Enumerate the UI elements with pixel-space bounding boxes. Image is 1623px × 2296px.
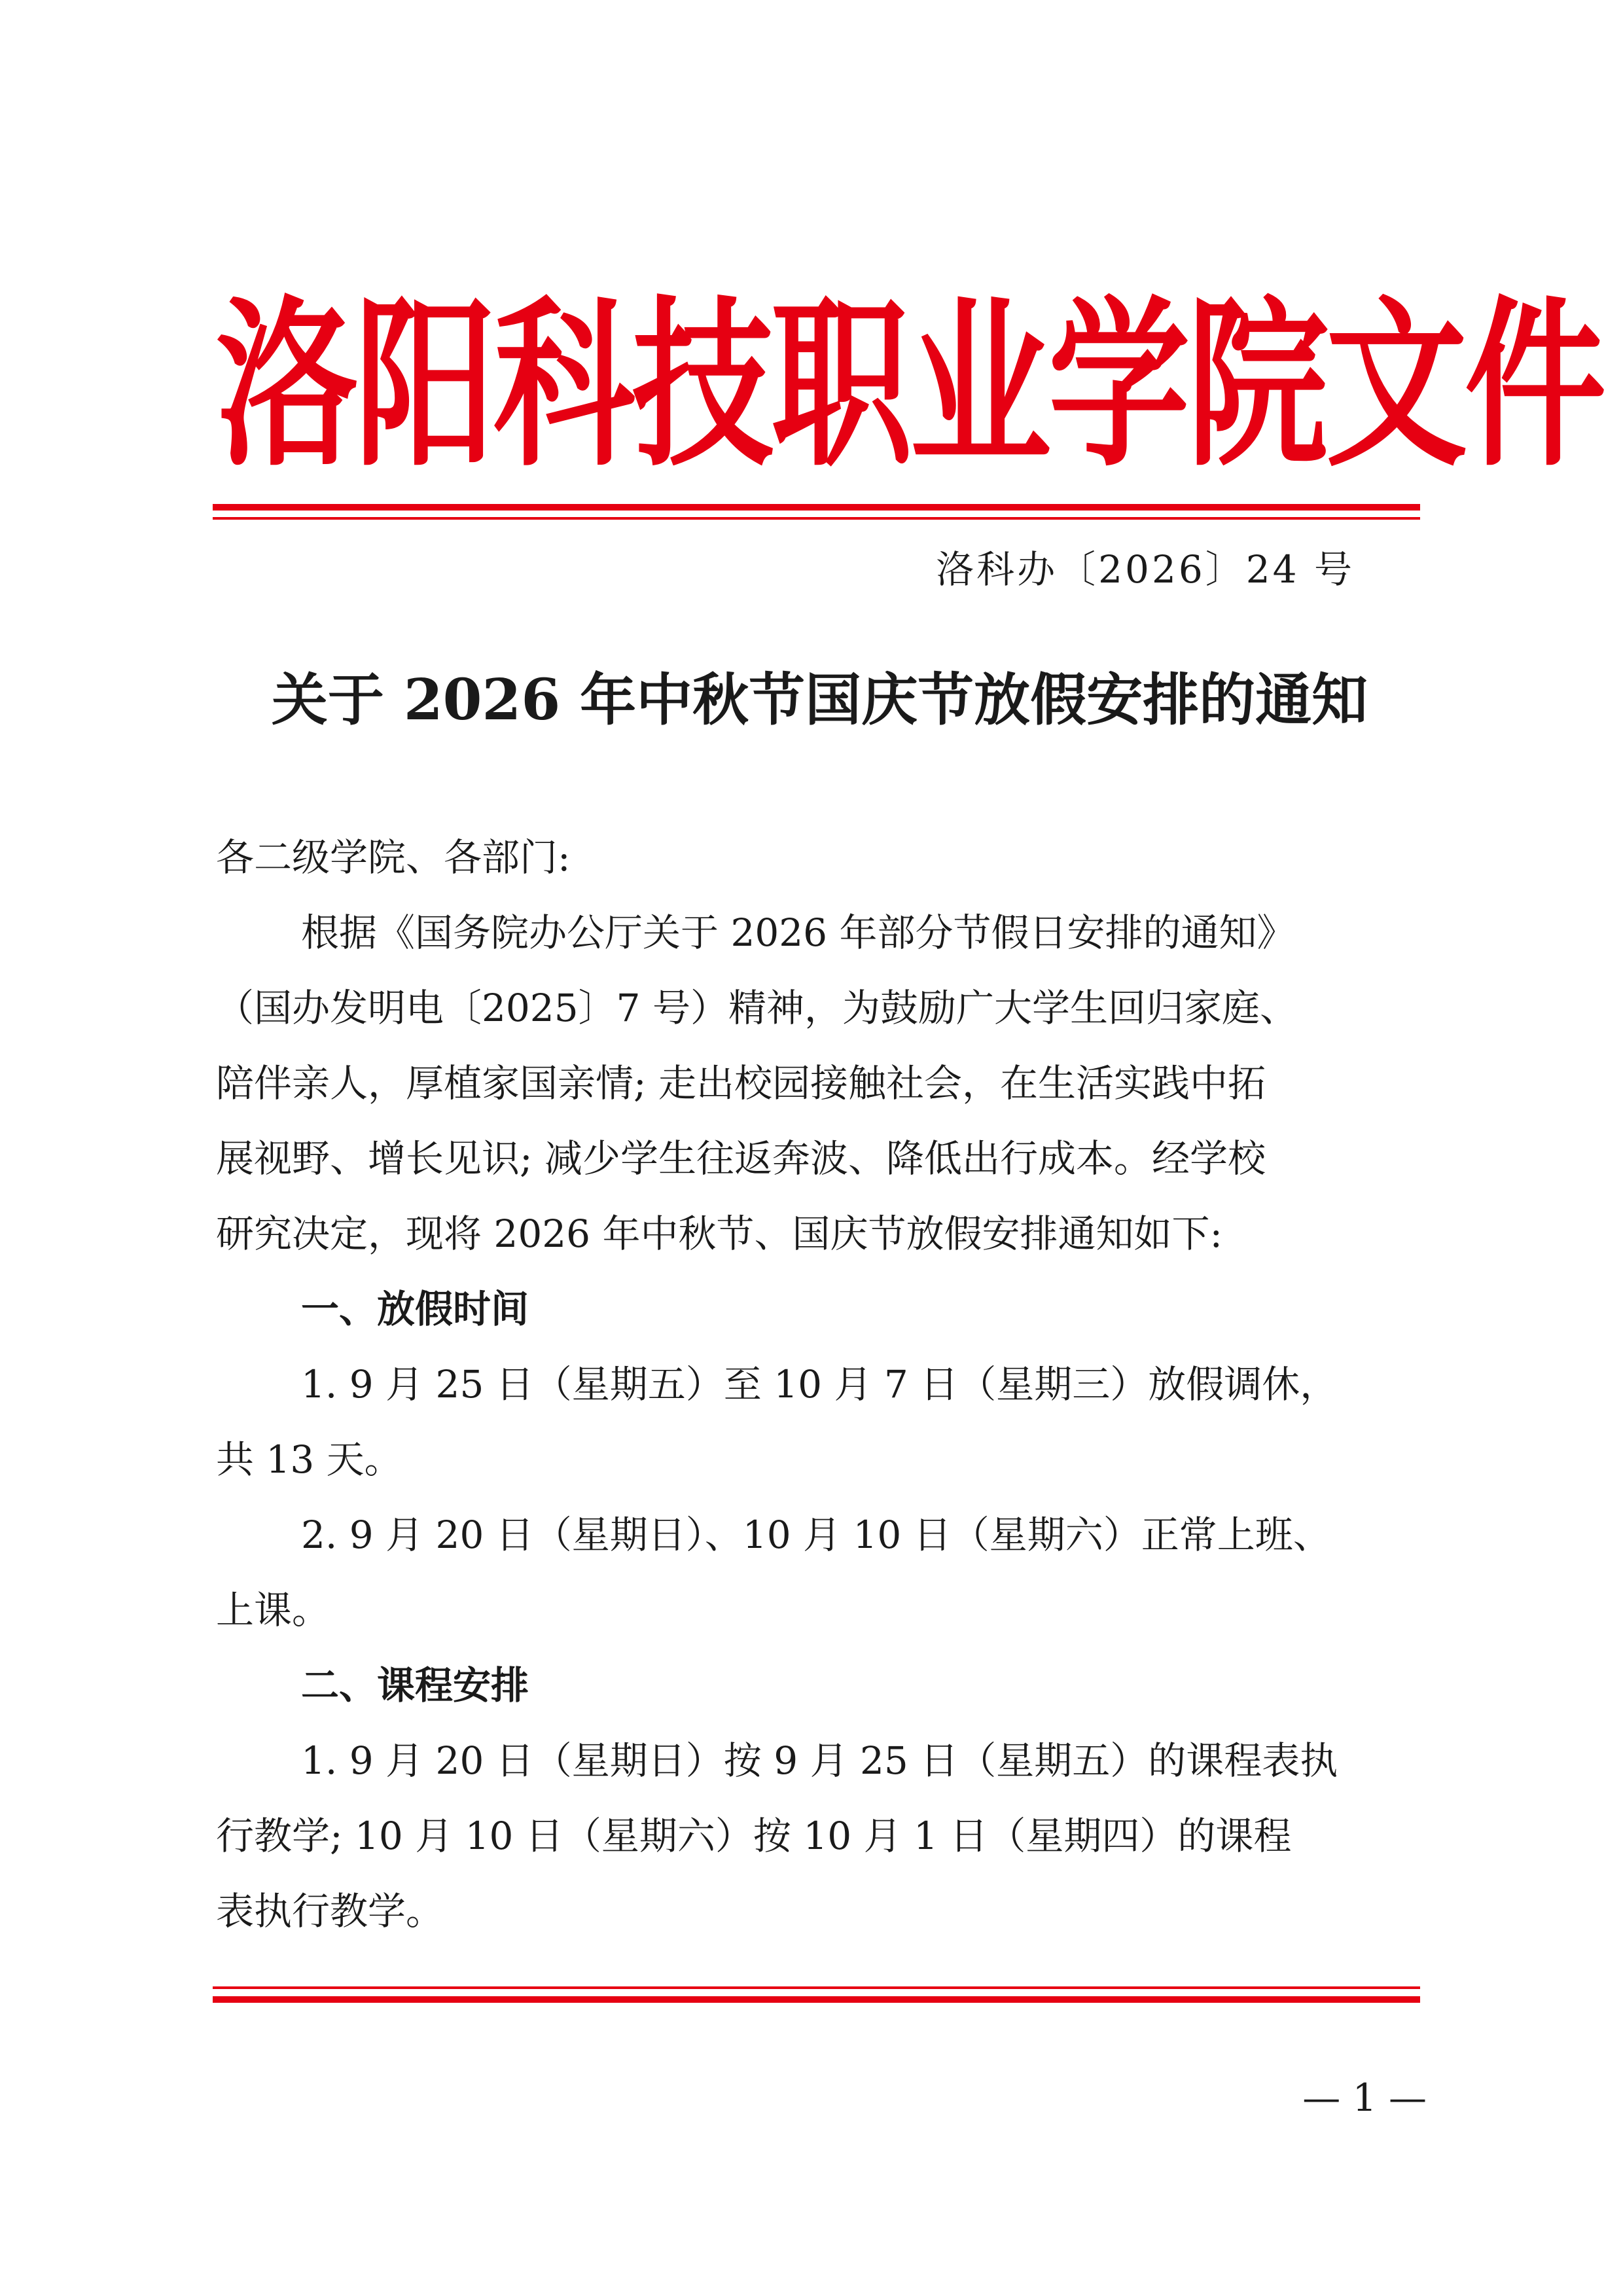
header-rule-thin [213,517,1420,520]
header-rule-thick [213,504,1420,511]
section2-item1-line-2: 行教学; 10 月 10 日（星期六）按 10 月 1 日（星期四）的课程 [216,1814,1292,1858]
document-number: 洛科办〔2026〕24 号 [936,547,1355,592]
footer-rule-thick [213,1996,1420,2003]
section2-item1-line-3: 表执行教学。 [216,1889,444,1933]
section1-item1-line-2: 共 13 天。 [216,1437,402,1482]
salutation: 各二级学院、各部门: [216,835,571,880]
masthead-title: 洛阳科技职业学院文件 [216,280,1604,491]
section2-heading: 二、课程安排 [301,1663,529,1708]
page-number: — 1 — [1302,2075,1427,2120]
footer-rule-thin [213,1986,1420,1989]
section1-item1-line-1: 1. 9 月 25 日（星期五）至 10 月 7 日（星期三）放假调休， [301,1362,1338,1407]
intro-line-2: （国办发明电〔2025〕7 号）精神，为鼓励广大学生回归家庭、 [216,986,1298,1030]
intro-line-4: 展视野、增长见识; 减少学生往返奔波、降低出行成本。经学校 [216,1136,1266,1181]
section1-heading: 一、放假时间 [301,1287,529,1331]
intro-line-3: 陪伴亲人，厚植家国亲情; 走出校园接触社会，在生活实践中拓 [216,1061,1266,1105]
intro-line-1: 根据《国务院办公厅关于 2026 年部分节假日安排的通知》 [301,910,1295,955]
section2-item1-line-1: 1. 9 月 20 日（星期日）按 9 月 25 日（星期五）的课程表执 [301,1738,1338,1783]
notice-title: 关于 2026 年中秋节国庆节放假安排的通知 [271,667,1368,733]
section1-item2-line-2: 上课。 [216,1588,330,1632]
intro-line-5: 研究决定，现将 2026 年中秋节、国庆节放假安排通知如下: [216,1211,1223,1256]
section1-item2-line-1: 2. 9 月 20 日（星期日）、10 月 10 日（星期六）正常上班、 [301,1513,1331,1557]
